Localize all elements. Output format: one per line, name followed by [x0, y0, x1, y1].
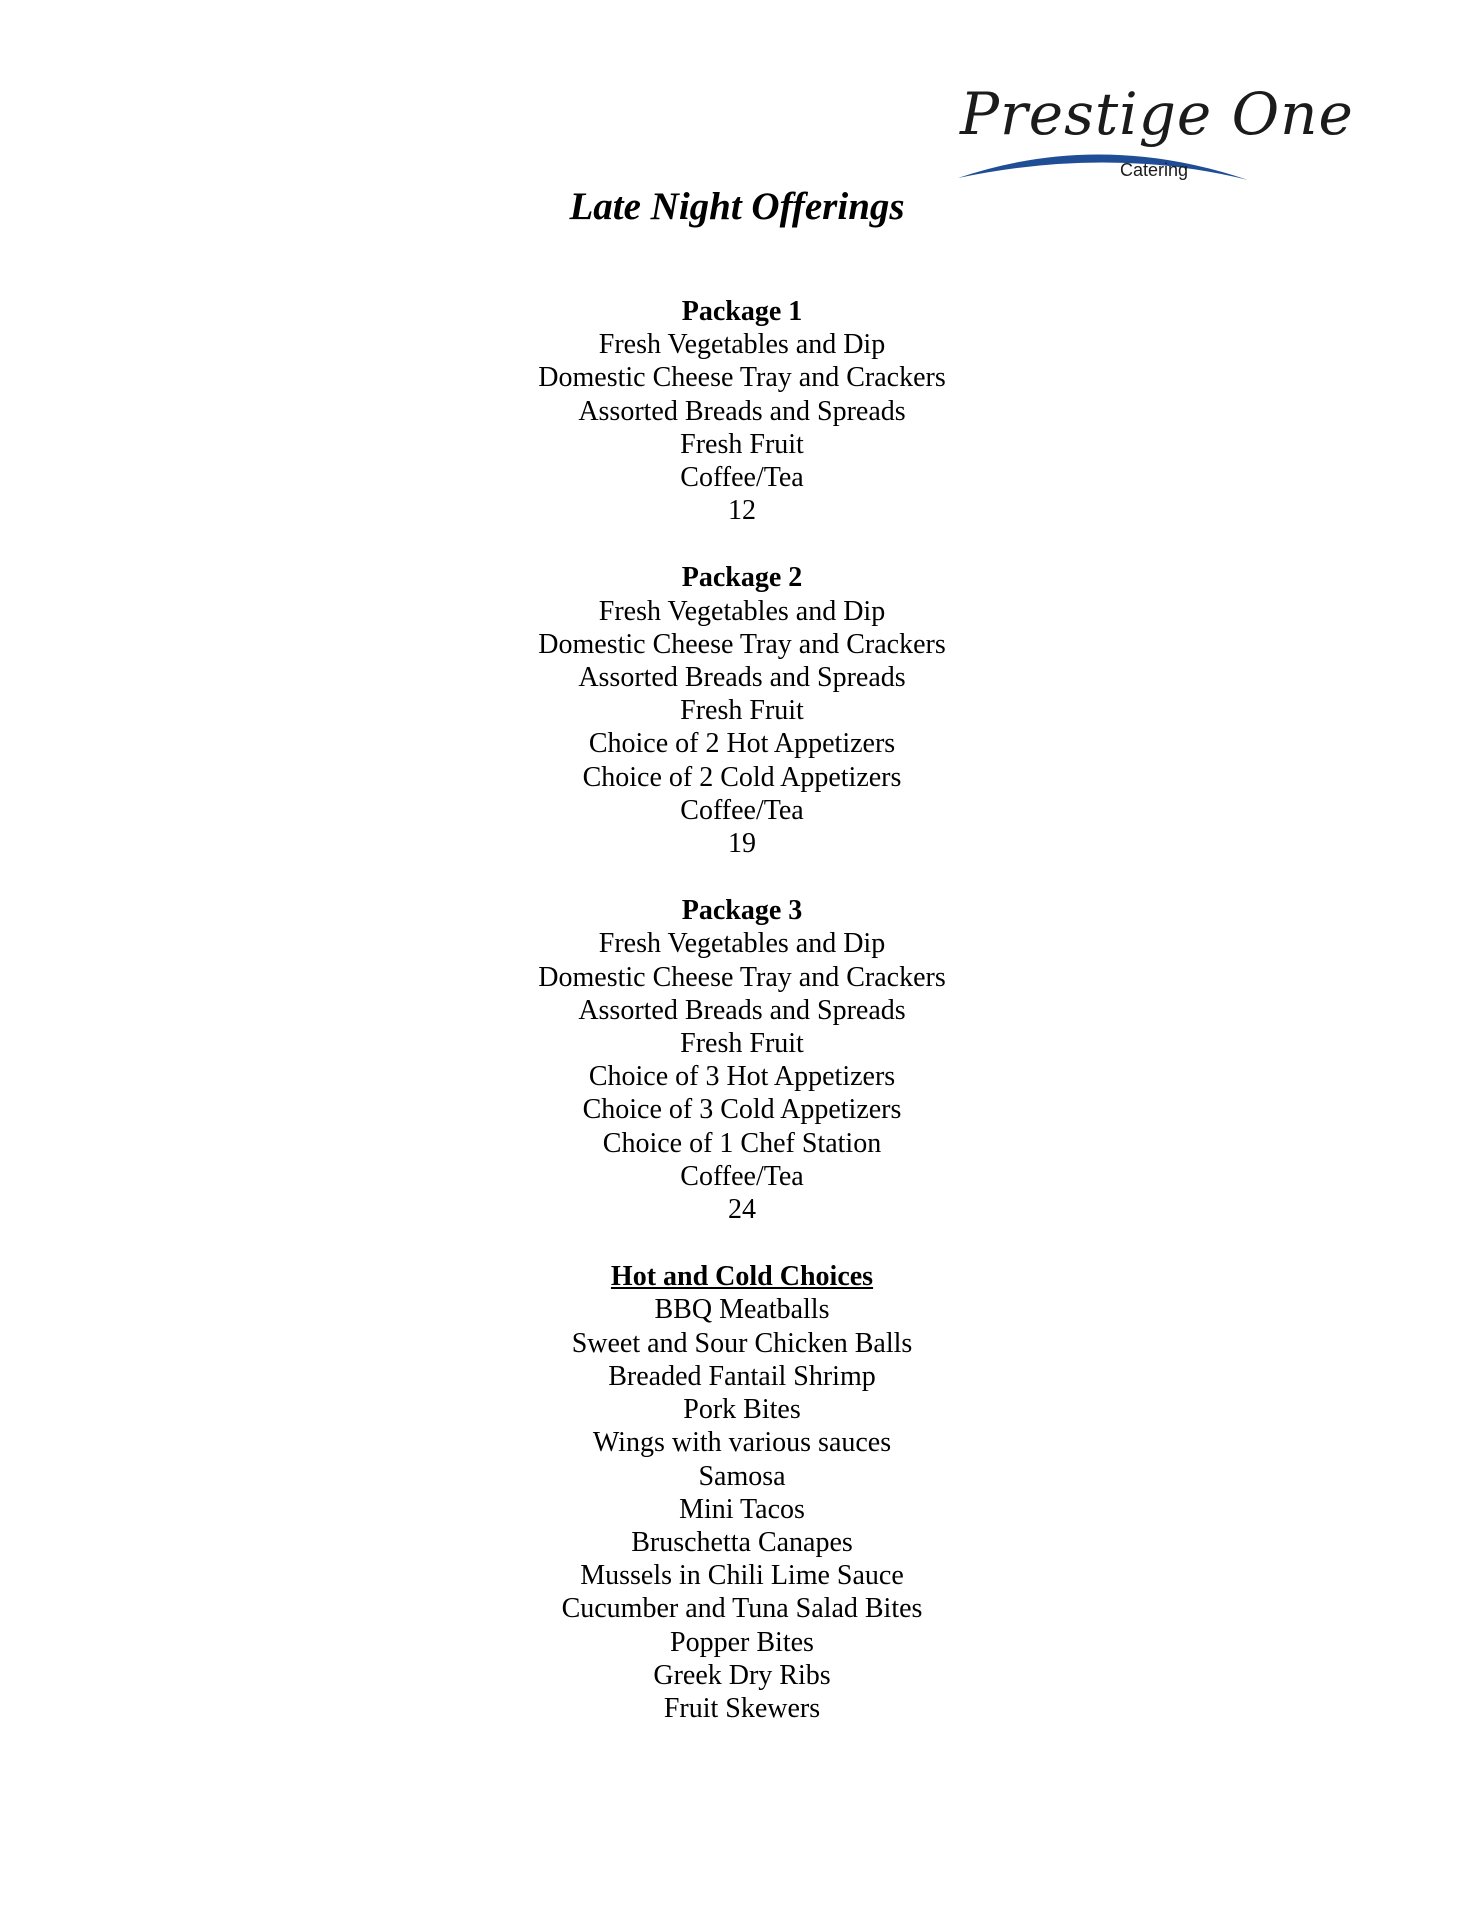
choice-item: Wings with various sauces — [592, 1427, 892, 1459]
menu-item: Coffee/Tea — [680, 1160, 804, 1192]
choice-item: Bruschetta Canapes — [631, 1526, 853, 1558]
package-heading: Package 3 — [681, 895, 803, 927]
menu-item: Fresh Fruit — [680, 1028, 804, 1060]
menu-item: Domestic Cheese Tray and Crackers — [538, 628, 946, 660]
logo-subtext: Catering — [1120, 160, 1189, 180]
page-title: Late Night Offerings — [569, 185, 905, 228]
package-1 — [0, 295, 1484, 527]
menu-item: Assorted Breads and Spreads — [578, 994, 906, 1026]
choice-item: BBQ Meatballs — [654, 1294, 830, 1326]
menu-item: Fresh Fruit — [680, 695, 804, 727]
hot-cold-choices — [0, 1260, 1484, 1725]
logo-text: Prestige One — [960, 80, 1354, 148]
choice-item: Popper Bites — [670, 1626, 814, 1658]
menu-column — [0, 295, 1484, 1759]
menu-item: Choice of 2 Hot Appetizers — [588, 728, 896, 760]
package-2 — [0, 561, 1484, 860]
menu-item: Domestic Cheese Tray and Crackers — [538, 362, 946, 394]
menu-item: Domestic Cheese Tray and Crackers — [538, 961, 946, 993]
choice-item: Mussels in Chili Lime Sauce — [580, 1560, 904, 1592]
menu-item: Choice of 2 Cold Appetizers — [582, 761, 902, 793]
company-logo — [950, 80, 1354, 195]
menu-item: Coffee/Tea — [680, 462, 804, 494]
choice-item: Breaded Fantail Shrimp — [608, 1360, 876, 1392]
choice-item: Cucumber and Tuna Salad Bites — [561, 1593, 923, 1625]
choice-item: Samosa — [698, 1460, 786, 1492]
package-3 — [0, 894, 1484, 1226]
choice-item: Mini Tacos — [679, 1493, 805, 1525]
package-heading: Package 1 — [681, 296, 803, 327]
package-heading: Package 2 — [681, 562, 803, 594]
menu-item: Assorted Breads and Spreads — [578, 395, 906, 427]
menu-item: Fresh Fruit — [680, 428, 804, 460]
menu-item: Choice of 3 Cold Appetizers — [582, 1094, 902, 1126]
choice-item: Greek Dry Ribs — [653, 1659, 831, 1691]
menu-item: Choice of 1 Chef Station — [602, 1127, 882, 1159]
package-price: 12 — [728, 495, 756, 527]
menu-item: Fresh Vegetables and Dip — [598, 595, 886, 627]
menu-item: Choice of 3 Hot Appetizers — [588, 1061, 896, 1093]
package-price: 19 — [728, 828, 756, 860]
choice-item: Pork Bites — [683, 1394, 801, 1426]
menu-item: Fresh Vegetables and Dip — [598, 329, 886, 361]
menu-item: Coffee/Tea — [680, 794, 804, 826]
menu-item: Fresh Vegetables and Dip — [598, 928, 886, 960]
choice-item: Fruit Skewers — [663, 1692, 821, 1724]
choices-heading: Hot and Cold Choices — [610, 1261, 874, 1293]
choice-item: Sweet and Sour Chicken Balls — [571, 1327, 913, 1359]
menu-item: Assorted Breads and Spreads — [578, 662, 906, 694]
package-price: 24 — [728, 1194, 756, 1226]
